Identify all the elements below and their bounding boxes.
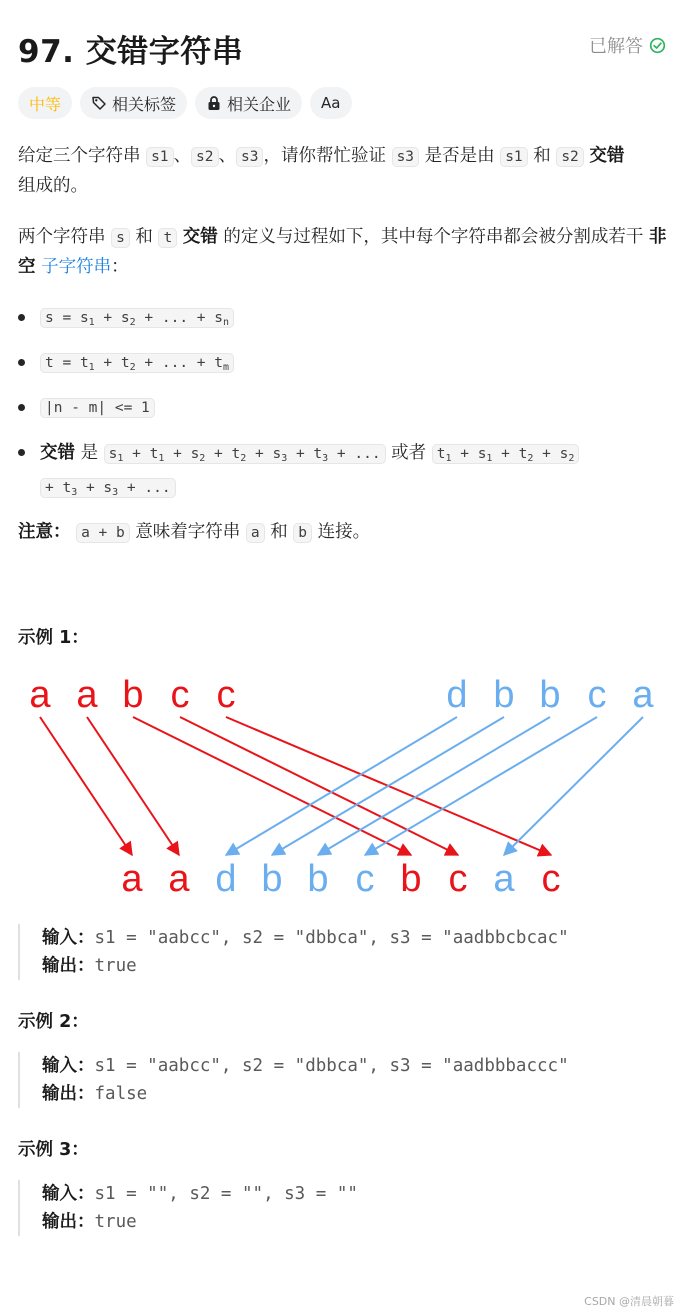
example-2-title: 示例 2： [18, 1012, 89, 1032]
s2-arrow [504, 717, 643, 855]
inline-code: $t_1 + s_1 + t_2 + s_2$ [432, 444, 580, 464]
topics-tag-button[interactable] [80, 87, 187, 119]
output-label: 输出： [42, 956, 95, 976]
inline-code: s3 [392, 147, 419, 167]
s3-char: c [355, 858, 375, 900]
example-input: s1 = "aabcc", s2 = "dbbca", s3 = "aadbbcbcac" [94, 928, 569, 948]
s3-char: b [261, 858, 283, 900]
problem-title: 97. 交错字符串 [18, 34, 244, 70]
companies-tag-button[interactable] [195, 87, 302, 119]
s2-char: c [587, 674, 607, 716]
s2-char: d [446, 674, 468, 716]
inline-code: b [293, 523, 312, 543]
note-paragraph: 注意： a + b 意味着字符串 a 和 b 连接。 [18, 522, 371, 542]
s3-char: b [307, 858, 329, 900]
inline-code: $s_1 + t_1 + s_2 + t_2 + s_3 + t_3$ + ... [104, 444, 386, 464]
interleave-diagram [0, 665, 684, 905]
s3-char: c [448, 858, 468, 900]
watermark: CSDN @清晨朝暮 [584, 1295, 674, 1308]
input-label: 输入： [42, 928, 95, 948]
s2-char: b [493, 674, 515, 716]
s2-char: a [632, 674, 654, 716]
s2-arrow [318, 717, 550, 855]
s1-char: c [170, 674, 190, 716]
example-3-block [18, 1180, 658, 1236]
output-label: 输出： [42, 1084, 95, 1104]
example-3-title: 示例 3： [18, 1140, 89, 1160]
s3-char: d [215, 858, 237, 900]
inline-code: s3 [236, 147, 263, 167]
inline-code: |n - m| <= 1 [40, 398, 155, 418]
tag-bar [18, 87, 352, 119]
solved-status [589, 32, 666, 58]
solved-label: 已解答 [589, 36, 643, 57]
tag-icon [91, 95, 107, 111]
example-output: true [94, 1212, 137, 1232]
s2-char: b [539, 674, 561, 716]
bold-term: 交错 [40, 443, 75, 463]
s3-char: a [168, 858, 190, 900]
s1-char: a [29, 674, 51, 716]
topics-tag-label: 相关标签 [112, 94, 177, 114]
bold-term: 交错 [589, 146, 625, 166]
s2-arrow [365, 717, 597, 855]
check-circle-icon [649, 37, 666, 54]
s2-arrow [226, 717, 457, 855]
s3-char: b [400, 858, 422, 900]
s1-arrow [133, 717, 411, 855]
example-1-block [18, 924, 658, 980]
example-output: true [94, 956, 137, 976]
inline-code: $s = s_1 + s_2$ + ... + $s_n$ [40, 308, 234, 328]
inline-code: t [158, 228, 177, 248]
bold-term: 交错 [182, 227, 218, 247]
s3-char: c [541, 858, 561, 900]
inline-code: s1 [500, 147, 527, 167]
inline-code: a + b [76, 523, 130, 543]
s1-arrow [87, 717, 179, 855]
output-label: 输出： [42, 1212, 95, 1232]
s3-char: a [493, 858, 515, 900]
inline-code: s2 [556, 147, 583, 167]
substring-link[interactable]: 子字符串 [41, 257, 112, 277]
inline-code: s1 [146, 147, 173, 167]
s1-arrow [40, 717, 132, 855]
s1-char: b [122, 674, 144, 716]
example-2-block [18, 1052, 658, 1108]
inline-code: $t = t_1 + t_2$ + ... + $t_m$ [40, 353, 234, 373]
example-input: s1 = "", s2 = "", s3 = "" [94, 1184, 358, 1204]
inline-code: + $t_3 + s_3$ + ... [40, 478, 176, 498]
companies-tag-label: 相关企业 [227, 94, 292, 114]
difficulty-tag[interactable]: 中等 [18, 87, 72, 119]
example-1-title: 示例 1： [18, 628, 89, 648]
s1-char: c [216, 674, 236, 716]
example-input: s1 = "aabcc", s2 = "dbbca", s3 = "aadbbbaccc" [94, 1056, 569, 1076]
bold-term: 非空 [18, 227, 667, 277]
inline-code: s [111, 228, 130, 248]
note-label: 注意： [18, 522, 71, 542]
description-paragraph-1: 给定三个字符串 s1 、 s2 、 s3 ，请你帮忙验证 s3 是否是由 s1 和 s2 交错 组成的。 [18, 146, 625, 196]
s3-char: a [121, 858, 143, 900]
s1-arrow [180, 717, 458, 855]
description-paragraph-2: 两个字符串 s 和 t 交错 的定义与过程如下，其中每个字符串都会被分割成若干 非空 子字符串： [18, 227, 667, 277]
lock-icon [206, 95, 222, 111]
s1-char: a [76, 674, 98, 716]
input-label: 输入： [42, 1184, 95, 1204]
inline-code: s2 [191, 147, 218, 167]
translate-button[interactable] [310, 87, 351, 119]
example-output: false [94, 1084, 148, 1104]
translate-icon: Aa [321, 94, 341, 112]
inline-code: a [246, 523, 265, 543]
input-label: 输入： [42, 1056, 95, 1076]
s2-arrow [272, 717, 504, 855]
